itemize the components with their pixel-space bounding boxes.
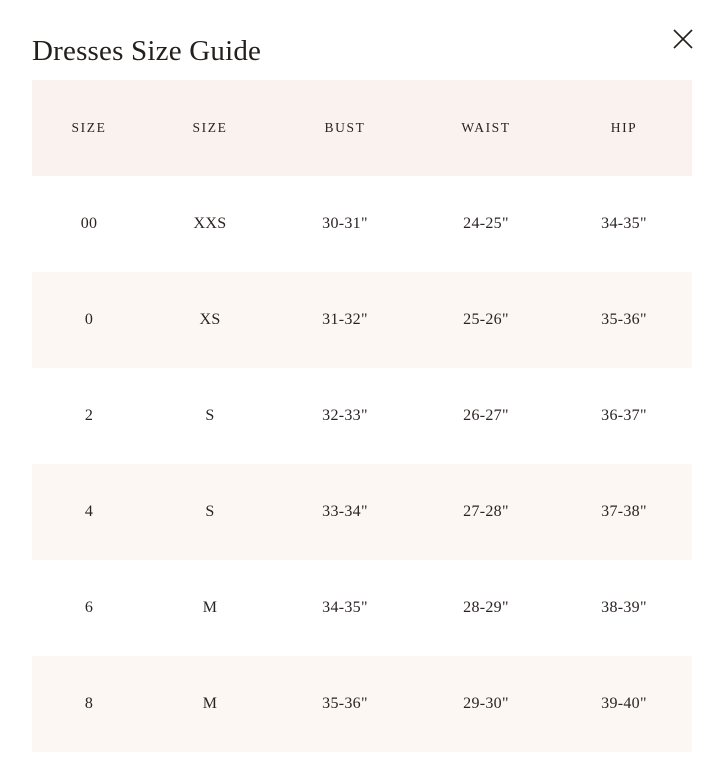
cell-size-numeric: 4 <box>84 503 94 520</box>
table-row <box>32 560 692 656</box>
cell-size-alpha: XXS <box>193 215 227 232</box>
column-header-size-numeric: SIZE <box>71 120 107 135</box>
cell-size-numeric: 8 <box>84 695 94 712</box>
cell-size-alpha: M <box>202 599 218 616</box>
cell-size-numeric: 6 <box>84 599 94 616</box>
cell-waist: 26-27" <box>463 407 509 424</box>
modal-header <box>0 0 724 80</box>
page-title: Dresses Size Guide <box>32 35 262 67</box>
cell-hip: 37-38" <box>601 503 647 520</box>
cell-size-alpha: S <box>205 407 215 424</box>
cell-bust: 30-31" <box>322 215 368 232</box>
cell-waist: 28-29" <box>463 599 509 616</box>
cell-size-numeric: 2 <box>84 407 94 424</box>
cell-bust: 35-36" <box>322 695 368 712</box>
cell-size-alpha: XS <box>199 311 221 328</box>
cell-hip: 38-39" <box>601 599 647 616</box>
cell-hip: 36-37" <box>601 407 647 424</box>
cell-waist: 25-26" <box>463 311 509 328</box>
column-header-bust: BUST <box>324 120 366 135</box>
cell-bust: 31-32" <box>322 311 368 328</box>
column-header-waist: WAIST <box>461 120 511 135</box>
size-table-container <box>0 80 724 752</box>
cell-waist: 24-25" <box>463 215 509 232</box>
cell-waist: 29-30" <box>463 695 509 712</box>
cell-hip: 35-36" <box>601 311 647 328</box>
table-header <box>32 80 692 176</box>
cell-bust: 33-34" <box>322 503 368 520</box>
size-table <box>32 80 692 752</box>
cell-bust: 34-35" <box>322 599 368 616</box>
table-row <box>32 656 692 752</box>
table-row <box>32 176 692 272</box>
column-header-size-alpha: SIZE <box>192 120 228 135</box>
cell-size-alpha: M <box>202 695 218 712</box>
table-row <box>32 464 692 560</box>
cell-waist: 27-28" <box>463 503 509 520</box>
table-row <box>32 368 692 464</box>
column-header-hip: HIP <box>610 120 638 135</box>
table-header-row <box>32 80 692 176</box>
cell-hip: 34-35" <box>601 215 647 232</box>
cell-size-alpha: S <box>205 503 215 520</box>
cell-size-numeric: 00 <box>80 215 98 232</box>
cell-bust: 32-33" <box>322 407 368 424</box>
cell-hip: 39-40" <box>601 695 647 712</box>
table-body <box>32 176 692 752</box>
close-icon <box>671 27 695 51</box>
close-button[interactable] <box>668 24 698 54</box>
cell-size-numeric: 0 <box>84 311 94 328</box>
table-row <box>32 272 692 368</box>
